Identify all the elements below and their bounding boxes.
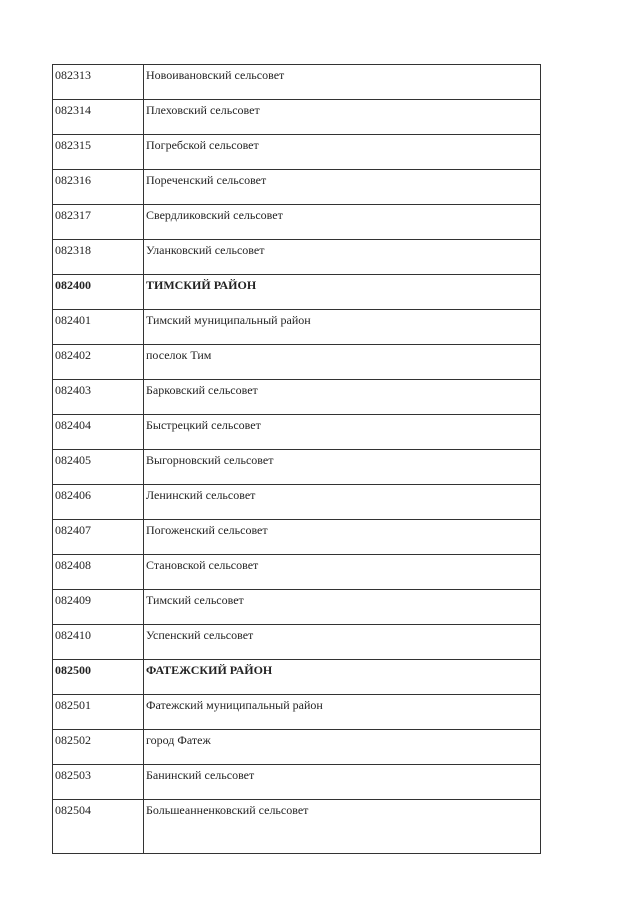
table-row [53, 415, 541, 450]
name-cell: Барковский сельсовет [144, 380, 541, 415]
name-cell: Тимский сельсовет [144, 590, 541, 625]
name-cell: Фатежский муниципальный район [144, 695, 541, 730]
code-cell: 082500 [53, 660, 144, 695]
code-cell: 082403 [53, 380, 144, 415]
name-cell: Плеховский сельсовет [144, 100, 541, 135]
name-cell: Погоженский сельсовет [144, 520, 541, 555]
table-row [53, 590, 541, 625]
code-cell: 082504 [53, 800, 144, 854]
name-cell: Большеанненковский сельсовет [144, 800, 541, 854]
name-cell: поселок Тим [144, 345, 541, 380]
table-row [53, 555, 541, 590]
name-cell: ФАТЕЖСКИЙ РАЙОН [144, 660, 541, 695]
name-cell: Выгорновский сельсовет [144, 450, 541, 485]
table-row [53, 695, 541, 730]
table-row [53, 485, 541, 520]
name-cell: Погребской сельсовет [144, 135, 541, 170]
code-cell: 082400 [53, 275, 144, 310]
name-cell: Пореченский сельсовет [144, 170, 541, 205]
table-row [53, 205, 541, 240]
code-cell: 082401 [53, 310, 144, 345]
code-cell: 082402 [53, 345, 144, 380]
code-cell: 082410 [53, 625, 144, 660]
table-row [53, 800, 541, 854]
name-cell: Становской сельсовет [144, 555, 541, 590]
classifier-table [52, 64, 541, 854]
table-row [53, 170, 541, 205]
code-cell: 082316 [53, 170, 144, 205]
name-cell: Уланковский сельсовет [144, 240, 541, 275]
name-cell: город Фатеж [144, 730, 541, 765]
name-cell: Свердликовский сельсовет [144, 205, 541, 240]
table-row [53, 730, 541, 765]
name-cell: Успенский сельсовет [144, 625, 541, 660]
table-row [53, 450, 541, 485]
name-cell: Быстрецкий сельсовет [144, 415, 541, 450]
code-cell: 082407 [53, 520, 144, 555]
table-row [53, 520, 541, 555]
table-row [53, 380, 541, 415]
name-cell: Новоивановский сельсовет [144, 65, 541, 100]
name-cell: Ленинский сельсовет [144, 485, 541, 520]
district-header-row [53, 660, 541, 695]
table-row [53, 625, 541, 660]
code-cell: 082501 [53, 695, 144, 730]
table-row [53, 65, 541, 100]
code-cell: 082318 [53, 240, 144, 275]
code-cell: 082502 [53, 730, 144, 765]
code-cell: 082503 [53, 765, 144, 800]
code-cell: 082408 [53, 555, 144, 590]
name-cell: ТИМСКИЙ РАЙОН [144, 275, 541, 310]
code-cell: 082315 [53, 135, 144, 170]
code-cell: 082404 [53, 415, 144, 450]
classifier-table-body [53, 65, 541, 854]
name-cell: Банинский сельсовет [144, 765, 541, 800]
code-cell: 082314 [53, 100, 144, 135]
table-row [53, 345, 541, 380]
table-row [53, 310, 541, 345]
table-row [53, 135, 541, 170]
table-row [53, 240, 541, 275]
code-cell: 082409 [53, 590, 144, 625]
name-cell: Тимский муниципальный район [144, 310, 541, 345]
table-row [53, 100, 541, 135]
district-header-row [53, 275, 541, 310]
code-cell: 082317 [53, 205, 144, 240]
code-cell: 082313 [53, 65, 144, 100]
table-row [53, 765, 541, 800]
code-cell: 082406 [53, 485, 144, 520]
code-cell: 082405 [53, 450, 144, 485]
